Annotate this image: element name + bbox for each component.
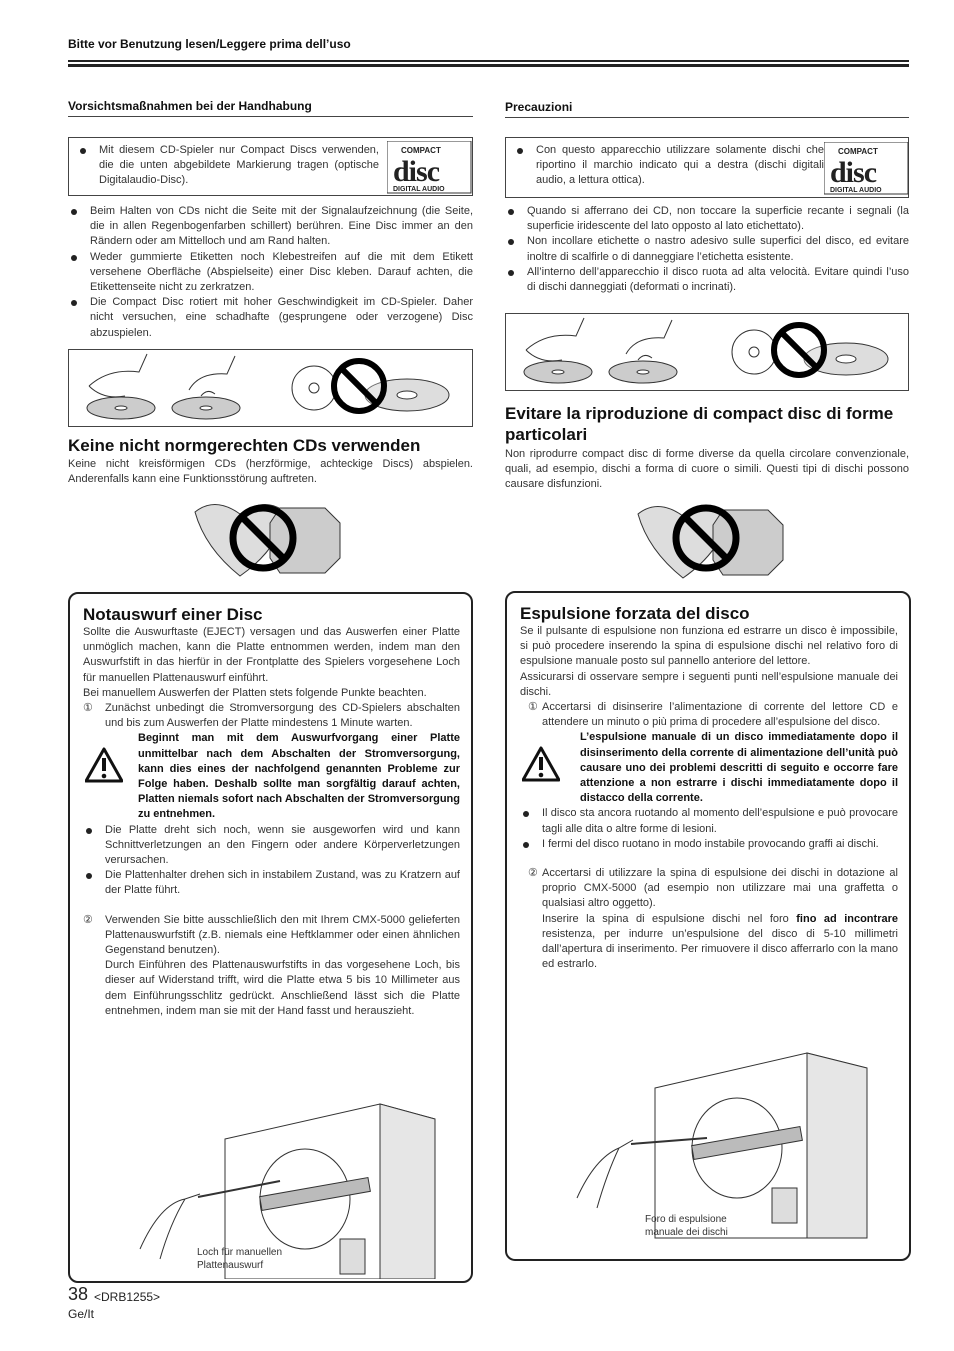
- it-handling-illustration: [505, 313, 909, 391]
- list-item: Die Plattenhalter drehen sich in instabilem Zustand, was zu Kratzern auf der Platte führt.: [83, 868, 460, 898]
- step-text: Inserire la spina di espulsione dischi nel foro: [542, 912, 797, 925]
- list-item: Beim Halten von CDs nicht die Seite mit der Signalaufzeichnung (die Seite, die in allen Regenbogenfarben schillert) berühren. Eine Disc immer an den Rändern oder am Mittelloch und am Rand halten.: [68, 204, 473, 250]
- it-caption: Foro di espulsione manuale dei dischi: [645, 1214, 728, 1238]
- it-eject-title: Espulsione forzata del disco: [520, 604, 750, 623]
- paragraph: Se il pulsante di espulsione non funziona ed estrarre un disco è impossibile, si può procedere inserendo la spina di espulsione dischi nel relativo foro di espulsione manuale posto sul pannello anteriore del lettore.: [520, 625, 898, 668]
- warning-icon: [85, 747, 123, 783]
- de-handling-title: Vorsichtsmaßnahmen bei der Handhabung: [68, 99, 312, 113]
- header-rule-thick: [68, 64, 909, 67]
- paragraph: Assicurarsi di osservare sempre i seguenti punti nell’espulsione manuale dei dischi.: [520, 670, 898, 698]
- de-handling-list: [68, 204, 473, 341]
- language-code: Ge/It: [68, 1307, 95, 1321]
- it-eject-box: [505, 591, 911, 1261]
- step-text: Durch Einführen des Plattenauswurfstifts in das vorgesehene Loch, bis dieser auf Widerstand trifft, wird die Platte etwa 5 bis 10 Millimeter aus dem Einführungsschlitz gedrückt. Anschließend lässt sich die Platte entnehmen, indem man sie mit der Hand fasst und herauszieht.: [105, 959, 460, 1017]
- page-number: 38: [68, 1284, 89, 1304]
- nonstandard-disc-illustration: [628, 500, 788, 580]
- it-handling-list: [505, 204, 909, 295]
- warning-text: L’espulsione manuale di un disco immediatamente dopo il disinserimento della corrente di alimentazione dell’unità può causare uno dei problemi descritti di seguito e occorre fare attenzione a non estrarre i dischi immediatamente dopo il distacco della corrente.: [580, 731, 898, 805]
- doc-code: <DRB1255>: [94, 1290, 161, 1304]
- step-text: Zunächst unbedingt die Stromversorgung des CD-Spielers abschalten und bis zum Auswerfen der Platte mindestens 1 Minute warten.: [105, 702, 460, 730]
- step-text-bold: fino ad incontrare: [796, 912, 898, 925]
- step-number: ①: [83, 702, 93, 715]
- list-item: Die Platte dreht sich noch, wenn sie ausgeworfen wird und kann Schnittverletzungen an den Fingern oder andere Körperverletzungen verursachen.: [83, 823, 460, 869]
- step-1: [520, 700, 898, 730]
- paragraph: Sollte die Auswurftaste (EJECT) versagen und das Auswerfen einer Platte unmöglich machen, kann die Platte entnommen werden, indem man den Auswurfstift in das hierfür in der Frontplatte des Spielers vorgesehene Loch für manuellen Plattenauswurf einführt.: [83, 626, 460, 684]
- step-text: resistenza, per indurre un’espulsione del disco di 5-10 millimetri dall’apertura di inserimento. Per rimuovere il disco afferrarlo con la mano ed estrarlo.: [542, 927, 898, 971]
- page-header: Bitte vor Benutzung lesen/Leggere prima dell’uso: [68, 37, 351, 51]
- list-item: All’interno dell’apparecchio il disco ruota ad alta velocità. Evitare quindi l’uso di dischi danneggiati (deformati o incrinati).: [505, 265, 909, 295]
- de-disc-note: Mit diesem CD-Spieler nur Compact Discs verwenden, die die unten abgebildete Markierung tragen (optische Digitalaudio-Disc).: [77, 143, 379, 189]
- list-item: I fermi del disco ruotano in modo instabile provocando graffi ai dischi.: [520, 837, 898, 852]
- step-2: [83, 913, 460, 1019]
- nonstandard-disc-illustration: [185, 498, 345, 578]
- it-handling-title: Precauzioni: [505, 100, 573, 114]
- step-number: ②: [528, 867, 538, 880]
- step-1: [83, 701, 460, 731]
- header-rule: [68, 60, 909, 62]
- it-nonstd-title: Evitare la riproduzione di compact disc di forme particolari: [505, 404, 894, 444]
- de-eject-title: Notauswurf einer Disc: [83, 605, 263, 624]
- disc-handling-illustration: [506, 314, 908, 390]
- de-nonstd-text: Keine nicht kreisförmigen CDs (herzförmige, achteckige Discs) abspielen. Anderenfalls kann eine Funktionsstörung auftreten.: [68, 458, 473, 486]
- list-item: Quando si afferrano dei CD, non toccare la superficie recante i segnali (la superficie iridescente del lato opposto al lato etichettato).: [505, 204, 909, 234]
- warning-icon: [522, 746, 560, 782]
- warning-text: Beginnt man mit dem Auswurfvorgang einer Platte unmittelbar nach dem Abschalten der Stromversorgung, kann dies eines der nachfolgend genannten Probleme zur Folge haben. Deshalb sollte man sorgfältig darauf achten, Platten niemals sofort nach Abschalten der Stromversorgung zu entnehmen.: [138, 732, 460, 821]
- it-disc-note: Con questo apparecchio utilizzare solamente dischi che riportino il marchio indicato qui a destra (dischi digitali audio, a lettura ottica).: [514, 143, 824, 189]
- compact-disc-logo: [824, 142, 910, 196]
- de-handling-rule: [68, 116, 473, 117]
- it-eject-body: [520, 624, 898, 972]
- list-item: Weder gummierte Etiketten noch Klebestreifen auf die mit dem Etikett versehene Oberfläche (Abspielseite) einer Disc kleben. Darauf achten, die Etikettenseite nicht zu zerkratzen.: [68, 250, 473, 296]
- step-text: Accertarsi di disinserire l’alimentazione di corrente del lettore CD e attendere un minuto o più prima di procedere all’espulsione del disco.: [542, 701, 898, 729]
- warning-block: [520, 730, 898, 806]
- disc-handling-illustration: [69, 350, 472, 426]
- it-disc-note-box: [505, 137, 909, 198]
- step-text: Verwenden Sie bitte ausschließlich den mit Ihrem CMX-5000 gelieferten Plattenauswurfstift (z.B. niemals eine Heftklammer oder einen ähnlichen Gegenstand benutzen).: [105, 913, 460, 957]
- it-handling-rule: [505, 117, 909, 118]
- de-caption: Loch für manuellen Plattenauswurf: [197, 1247, 283, 1271]
- de-eject-body: [83, 625, 460, 1019]
- de-handling-illustration: [68, 349, 473, 427]
- it-nonstd-text: Non riprodurre compact disc di forme diverse da quella circolare convenzionale, quali, ad esempio, dischi a forma di cuore o simili. Questi tipi di dischi possono causare disfunzioni.: [505, 448, 909, 491]
- list-item: Il disco sta ancora ruotando al momento dell’espulsione e può provocare tagli alle dita o altre forme di lesioni.: [520, 806, 898, 836]
- warning-block: [83, 731, 460, 822]
- step-text: Accertarsi di utilizzare la spina di espulsione dei dischi in dotazione al proprio CMX-5000 (ad esempio non utilizzare mai una graffetta o qualsiasi altro oggetto).: [542, 867, 898, 910]
- step-number: ①: [528, 701, 538, 714]
- paragraph: Bei manuellem Auswerfen der Platten stets folgende Punkte beachten.: [83, 686, 427, 699]
- de-eject-box: [68, 592, 473, 1283]
- de-disc-note-box: [68, 137, 473, 196]
- compact-disc-logo: [387, 141, 473, 195]
- step-2: [520, 866, 898, 972]
- list-item: Non incollare etichette o nastro adesivo sulle superfici del disco, ed evitare inoltre di scalfirle o di danneggiare l’etichetta esistente.: [505, 234, 909, 264]
- de-nonstd-title: Keine nicht normgerechten CDs verwenden: [68, 436, 421, 455]
- step-number: ②: [83, 913, 93, 926]
- list-item: Die Compact Disc rotiert mit hoher Geschwindigkeit im CD-Spieler. Daher nicht versuchen, eine schadhafte (gesprungene oder verzogene) Disc abzuspielen.: [68, 295, 473, 341]
